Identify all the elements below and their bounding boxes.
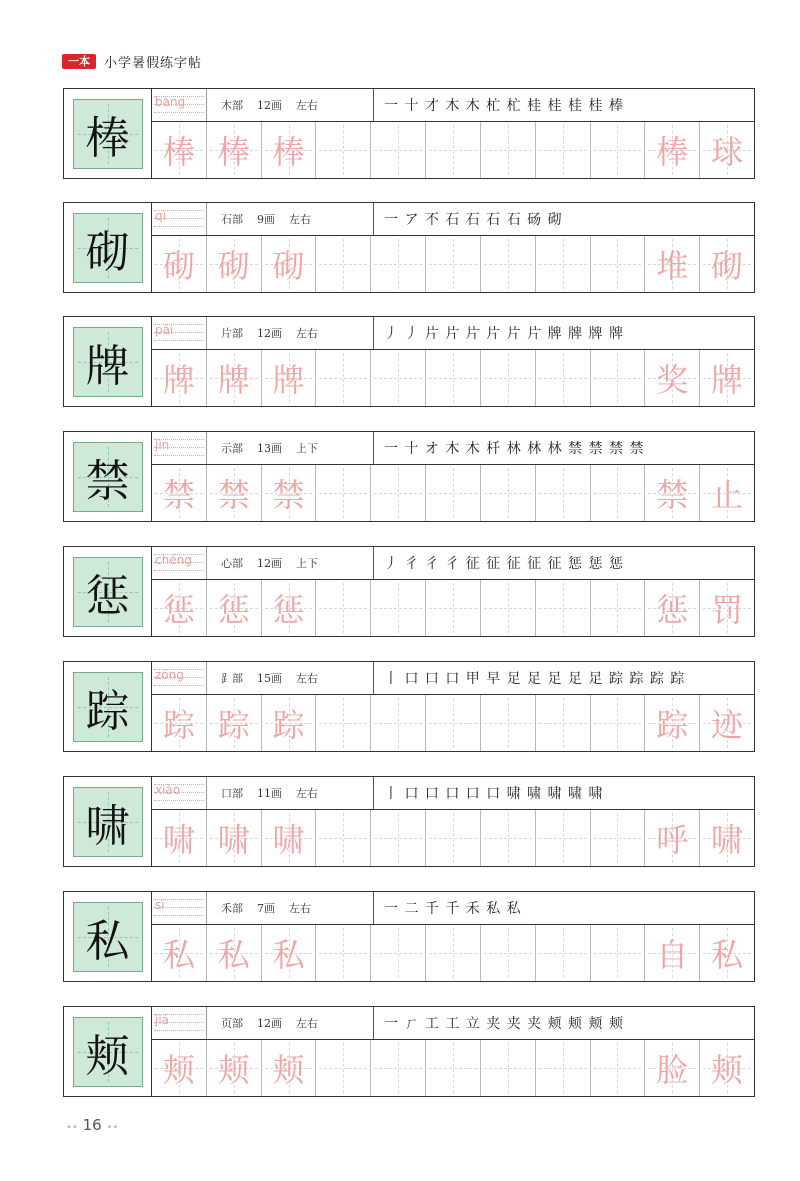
practice-cell[interactable] — [481, 810, 536, 866]
structure: 左右 — [296, 327, 318, 340]
practice-cell[interactable] — [371, 465, 426, 521]
practice-cell[interactable] — [152, 465, 207, 521]
stroke-count: 7画 — [257, 902, 275, 915]
radical: 口部 — [221, 787, 243, 800]
practice-grid — [152, 350, 754, 406]
pinyin: sī — [155, 898, 165, 912]
trace-char: 颊 — [217, 1051, 250, 1089]
practice-cell[interactable] — [152, 580, 207, 636]
practice-cell[interactable] — [262, 695, 317, 751]
practice-cell[interactable] — [645, 465, 700, 521]
practice-cell[interactable] — [591, 1040, 646, 1096]
structure: 上下 — [296, 442, 318, 455]
structure: 左右 — [296, 787, 318, 800]
model-char-tile — [73, 213, 143, 283]
practice-cell[interactable] — [426, 695, 481, 751]
radical: ⻊部 — [221, 672, 243, 685]
char-meta — [207, 317, 373, 349]
word-char: 迹 — [711, 706, 744, 744]
practice-grid — [152, 122, 754, 178]
trace-char: 惩 — [217, 591, 250, 629]
practice-cell[interactable] — [262, 122, 317, 178]
model-char-box — [64, 203, 152, 292]
model-char: 踪 — [85, 685, 130, 737]
page-number-text: 16 — [82, 1116, 102, 1134]
practice-cell[interactable] — [262, 465, 317, 521]
practice-cell[interactable] — [371, 695, 426, 751]
trace-char: 牌 — [217, 361, 250, 399]
word-char: 棒 — [656, 133, 689, 171]
practice-cell[interactable] — [645, 122, 700, 178]
practice-cell[interactable] — [207, 925, 262, 981]
practice-cell[interactable] — [645, 695, 700, 751]
practice-cell[interactable] — [371, 810, 426, 866]
practice-cell[interactable] — [481, 695, 536, 751]
practice-cell[interactable] — [207, 810, 262, 866]
practice-cell[interactable] — [262, 580, 317, 636]
trace-char: 牌 — [162, 361, 195, 399]
radical: 石部 — [221, 213, 243, 226]
pinyin: bàng — [155, 95, 186, 109]
practice-cell[interactable] — [700, 810, 754, 866]
trace-char: 牌 — [272, 361, 305, 399]
model-char-box — [64, 1007, 152, 1096]
trace-char: 棒 — [162, 133, 195, 171]
info-row — [152, 547, 754, 580]
model-char-tile — [73, 442, 143, 512]
practice-entry — [63, 661, 755, 752]
trace-char: 私 — [162, 936, 195, 974]
structure: 上下 — [296, 557, 318, 570]
practice-cell[interactable] — [700, 580, 754, 636]
trace-char: 啸 — [162, 821, 195, 859]
stroke-count: 11画 — [257, 787, 282, 800]
practice-cell[interactable] — [152, 350, 207, 406]
char-meta — [207, 547, 373, 579]
practice-cell[interactable] — [700, 465, 754, 521]
pinyin: qì — [155, 209, 166, 223]
info-row — [152, 892, 754, 925]
trace-char: 惩 — [162, 591, 195, 629]
model-char: 啸 — [85, 800, 130, 852]
model-char: 棒 — [85, 112, 130, 164]
model-char: 惩 — [85, 570, 130, 622]
practice-cell[interactable] — [207, 122, 262, 178]
practice-cell[interactable] — [262, 350, 317, 406]
practice-cell[interactable] — [426, 350, 481, 406]
practice-cell[interactable] — [316, 695, 371, 751]
stroke-count: 15画 — [257, 672, 282, 685]
trace-char: 禁 — [217, 476, 250, 514]
practice-cell[interactable] — [152, 236, 207, 292]
practice-entry — [63, 431, 755, 522]
model-char-tile — [73, 672, 143, 742]
model-char-box — [64, 432, 152, 521]
practice-cell[interactable] — [207, 350, 262, 406]
trace-char: 私 — [217, 936, 250, 974]
practice-cell[interactable] — [426, 810, 481, 866]
practice-cell[interactable] — [481, 350, 536, 406]
practice-cell[interactable] — [700, 925, 754, 981]
practice-entry — [63, 88, 755, 179]
practice-entry — [63, 546, 755, 637]
practice-cell[interactable] — [316, 465, 371, 521]
practice-cell[interactable] — [152, 695, 207, 751]
practice-cell[interactable] — [371, 925, 426, 981]
trace-char: 禁 — [162, 476, 195, 514]
practice-cell[interactable] — [591, 122, 646, 178]
trace-char: 踪 — [162, 706, 195, 744]
practice-cell[interactable] — [426, 1040, 481, 1096]
practice-cell[interactable] — [426, 465, 481, 521]
practice-grid — [152, 465, 754, 521]
practice-cell[interactable] — [426, 236, 481, 292]
practice-cell[interactable] — [536, 122, 591, 178]
stroke-order: 丨 口 口 口 口 口 啸 啸 啸 啸 啸 — [373, 777, 754, 809]
practice-cell[interactable] — [481, 925, 536, 981]
char-meta — [207, 662, 373, 694]
structure: 左右 — [296, 1017, 318, 1030]
trace-char: 棒 — [217, 133, 250, 171]
model-char-box — [64, 662, 152, 751]
stroke-order: 一 ア 不 石 石 石 石 砀 砌 — [373, 203, 754, 235]
model-char-tile — [73, 327, 143, 397]
practice-cell[interactable] — [426, 122, 481, 178]
char-meta — [207, 432, 373, 464]
structure: 左右 — [289, 902, 311, 915]
stroke-order: 一 十 オ 木 木 杄 林 林 林 禁 禁 禁 禁 — [373, 432, 754, 464]
trace-char: 颊 — [162, 1051, 195, 1089]
word-char: 牌 — [711, 361, 744, 399]
practice-cell[interactable] — [481, 580, 536, 636]
practice-cell[interactable] — [316, 350, 371, 406]
stroke-count: 9画 — [257, 213, 275, 226]
word-char: 止 — [711, 476, 744, 514]
trace-char: 踪 — [272, 706, 305, 744]
word-char: 啸 — [711, 821, 744, 859]
stroke-order: 丿 彳 彳 彳 征 征 征 征 征 惩 惩 惩 — [373, 547, 754, 579]
stroke-count: 12画 — [257, 557, 282, 570]
model-char-tile — [73, 99, 143, 169]
stroke-count: 12画 — [257, 99, 282, 112]
trace-char: 啸 — [272, 821, 305, 859]
model-char-tile — [73, 557, 143, 627]
practice-grid — [152, 810, 754, 866]
pinyin-box — [152, 432, 207, 464]
info-row — [152, 432, 754, 465]
pinyin-box — [152, 662, 207, 694]
practice-cell[interactable] — [481, 236, 536, 292]
practice-cell[interactable] — [536, 810, 591, 866]
practice-cell[interactable] — [152, 1040, 207, 1096]
pinyin: zōng — [155, 668, 184, 682]
practice-cell[interactable] — [371, 1040, 426, 1096]
practice-grid — [152, 580, 754, 636]
trace-char: 砌 — [272, 247, 305, 285]
practice-cell[interactable] — [645, 1040, 700, 1096]
word-char: 砌 — [711, 247, 744, 285]
practice-cell[interactable] — [536, 465, 591, 521]
model-char-tile — [73, 902, 143, 972]
word-char: 自 — [656, 936, 689, 974]
word-char: 惩 — [656, 591, 689, 629]
practice-grid — [152, 236, 754, 292]
char-meta — [207, 892, 373, 924]
practice-cell[interactable] — [536, 236, 591, 292]
practice-cell[interactable] — [591, 580, 646, 636]
model-char: 颊 — [85, 1030, 130, 1082]
info-row — [152, 317, 754, 350]
pinyin-box — [152, 892, 207, 924]
brand-badge: 一本 — [62, 54, 96, 69]
pinyin: jìn — [155, 438, 170, 452]
radical: 禾部 — [221, 902, 243, 915]
structure: 左右 — [296, 99, 318, 112]
practice-cell[interactable] — [371, 236, 426, 292]
practice-cell[interactable] — [371, 350, 426, 406]
model-char: 砌 — [85, 226, 130, 278]
stroke-order: 丨 口 口 口 甲 早 足 足 足 足 足 踪 踪 踪 踪 — [373, 662, 754, 694]
practice-entry — [63, 891, 755, 982]
practice-cell[interactable] — [700, 122, 754, 178]
stroke-order: 丿 丿 片 片 片 片 片 片 牌 牌 牌 牌 — [373, 317, 754, 349]
practice-cell[interactable] — [371, 580, 426, 636]
structure: 左右 — [296, 672, 318, 685]
book-title: 小学暑假练字帖 — [104, 55, 203, 71]
practice-cell[interactable] — [591, 925, 646, 981]
page-number: •• 16 •• — [66, 1116, 119, 1134]
model-char: 私 — [85, 915, 130, 967]
practice-cell[interactable] — [481, 1040, 536, 1096]
practice-cell[interactable] — [591, 695, 646, 751]
practice-cell[interactable] — [645, 925, 700, 981]
pinyin: jiá — [155, 1013, 170, 1027]
practice-cell[interactable] — [371, 122, 426, 178]
trace-char: 颊 — [272, 1051, 305, 1089]
practice-cell[interactable] — [536, 925, 591, 981]
practice-cell[interactable] — [481, 465, 536, 521]
practice-cell[interactable] — [316, 1040, 371, 1096]
model-char-box — [64, 547, 152, 636]
practice-cell[interactable] — [262, 1040, 317, 1096]
practice-cell[interactable] — [645, 810, 700, 866]
practice-cell[interactable] — [316, 236, 371, 292]
practice-cell[interactable] — [207, 236, 262, 292]
practice-cell[interactable] — [536, 350, 591, 406]
stroke-count: 12画 — [257, 327, 282, 340]
pinyin-box — [152, 317, 207, 349]
practice-entry — [63, 316, 755, 407]
trace-char: 砌 — [217, 247, 250, 285]
model-char: 牌 — [85, 340, 130, 392]
trace-char: 禁 — [272, 476, 305, 514]
practice-entry — [63, 776, 755, 867]
model-char-tile — [73, 787, 143, 857]
practice-cell[interactable] — [316, 122, 371, 178]
practice-cell[interactable] — [262, 236, 317, 292]
practice-cell[interactable] — [207, 1040, 262, 1096]
info-row — [152, 662, 754, 695]
trace-char: 私 — [272, 936, 305, 974]
trace-char: 啸 — [217, 821, 250, 859]
pinyin-box — [152, 1007, 207, 1039]
trace-char: 踪 — [217, 706, 250, 744]
practice-grid — [152, 695, 754, 751]
word-char: 踪 — [656, 706, 689, 744]
word-char: 禁 — [656, 476, 689, 514]
radical: 木部 — [221, 99, 243, 112]
practice-cell[interactable] — [700, 695, 754, 751]
pinyin-box — [152, 203, 207, 235]
model-char-box — [64, 317, 152, 406]
model-char-box — [64, 89, 152, 178]
word-char: 私 — [711, 936, 744, 974]
practice-cell[interactable] — [591, 236, 646, 292]
stroke-order: 一 ㄏ 工 工 立 夹 夹 夹 颊 颊 颊 颊 — [373, 1007, 754, 1039]
pinyin-box — [152, 547, 207, 579]
char-meta — [207, 203, 373, 235]
pinyin: xiào — [155, 783, 181, 797]
char-meta — [207, 1007, 373, 1039]
trace-char: 棒 — [272, 133, 305, 171]
practice-cell[interactable] — [645, 236, 700, 292]
practice-cell[interactable] — [316, 925, 371, 981]
practice-cell[interactable] — [426, 925, 481, 981]
practice-cell[interactable] — [700, 350, 754, 406]
stroke-count: 12画 — [257, 1017, 282, 1030]
structure: 左右 — [289, 213, 311, 226]
practice-grid — [152, 1040, 754, 1096]
radical: 心部 — [221, 557, 243, 570]
pinyin: pái — [155, 323, 174, 337]
word-char: 奖 — [656, 361, 689, 399]
word-char: 呼 — [656, 821, 689, 859]
stroke-order: 一 十 才 木 木 杧 杧 桂 桂 桂 桂 棒 — [373, 89, 754, 121]
practice-cell[interactable] — [262, 925, 317, 981]
model-char-tile — [73, 1017, 143, 1087]
practice-cell[interactable] — [591, 465, 646, 521]
practice-cell[interactable] — [536, 580, 591, 636]
info-row — [152, 1007, 754, 1040]
practice-cell[interactable] — [152, 810, 207, 866]
radical: 示部 — [221, 442, 243, 455]
char-meta — [207, 777, 373, 809]
practice-grid — [152, 925, 754, 981]
practice-cell[interactable] — [207, 580, 262, 636]
practice-cell[interactable] — [207, 465, 262, 521]
word-char: 脸 — [656, 1051, 689, 1089]
word-char: 球 — [711, 133, 744, 171]
radical: 页部 — [221, 1017, 243, 1030]
practice-cell[interactable] — [316, 810, 371, 866]
pinyin: chéng — [155, 553, 192, 567]
char-meta — [207, 89, 373, 121]
practice-cell[interactable] — [262, 810, 317, 866]
pinyin-box — [152, 777, 207, 809]
model-char: 禁 — [85, 455, 130, 507]
practice-cell[interactable] — [152, 925, 207, 981]
info-row — [152, 203, 754, 236]
practice-cell[interactable] — [536, 1040, 591, 1096]
practice-cell[interactable] — [481, 122, 536, 178]
model-char-box — [64, 892, 152, 981]
pinyin-box — [152, 89, 207, 121]
word-char: 堆 — [656, 247, 689, 285]
practice-cell[interactable] — [700, 1040, 754, 1096]
practice-cell[interactable] — [426, 580, 481, 636]
word-char: 罚 — [711, 591, 744, 629]
practice-cell[interactable] — [591, 350, 646, 406]
info-row — [152, 777, 754, 810]
trace-char: 惩 — [272, 591, 305, 629]
practice-cell[interactable] — [207, 695, 262, 751]
stroke-count: 13画 — [257, 442, 282, 455]
info-row — [152, 89, 754, 122]
practice-cell[interactable] — [645, 580, 700, 636]
practice-cell[interactable] — [536, 695, 591, 751]
practice-cell[interactable] — [152, 122, 207, 178]
practice-cell[interactable] — [700, 236, 754, 292]
stroke-order: 一 二 千 千 禾 私 私 — [373, 892, 754, 924]
practice-cell[interactable] — [316, 580, 371, 636]
word-char: 颊 — [711, 1051, 744, 1089]
practice-cell[interactable] — [591, 810, 646, 866]
trace-char: 砌 — [162, 247, 195, 285]
practice-entry — [63, 202, 755, 293]
radical: 片部 — [221, 327, 243, 340]
practice-cell[interactable] — [645, 350, 700, 406]
practice-entry — [63, 1006, 755, 1097]
model-char-box — [64, 777, 152, 866]
